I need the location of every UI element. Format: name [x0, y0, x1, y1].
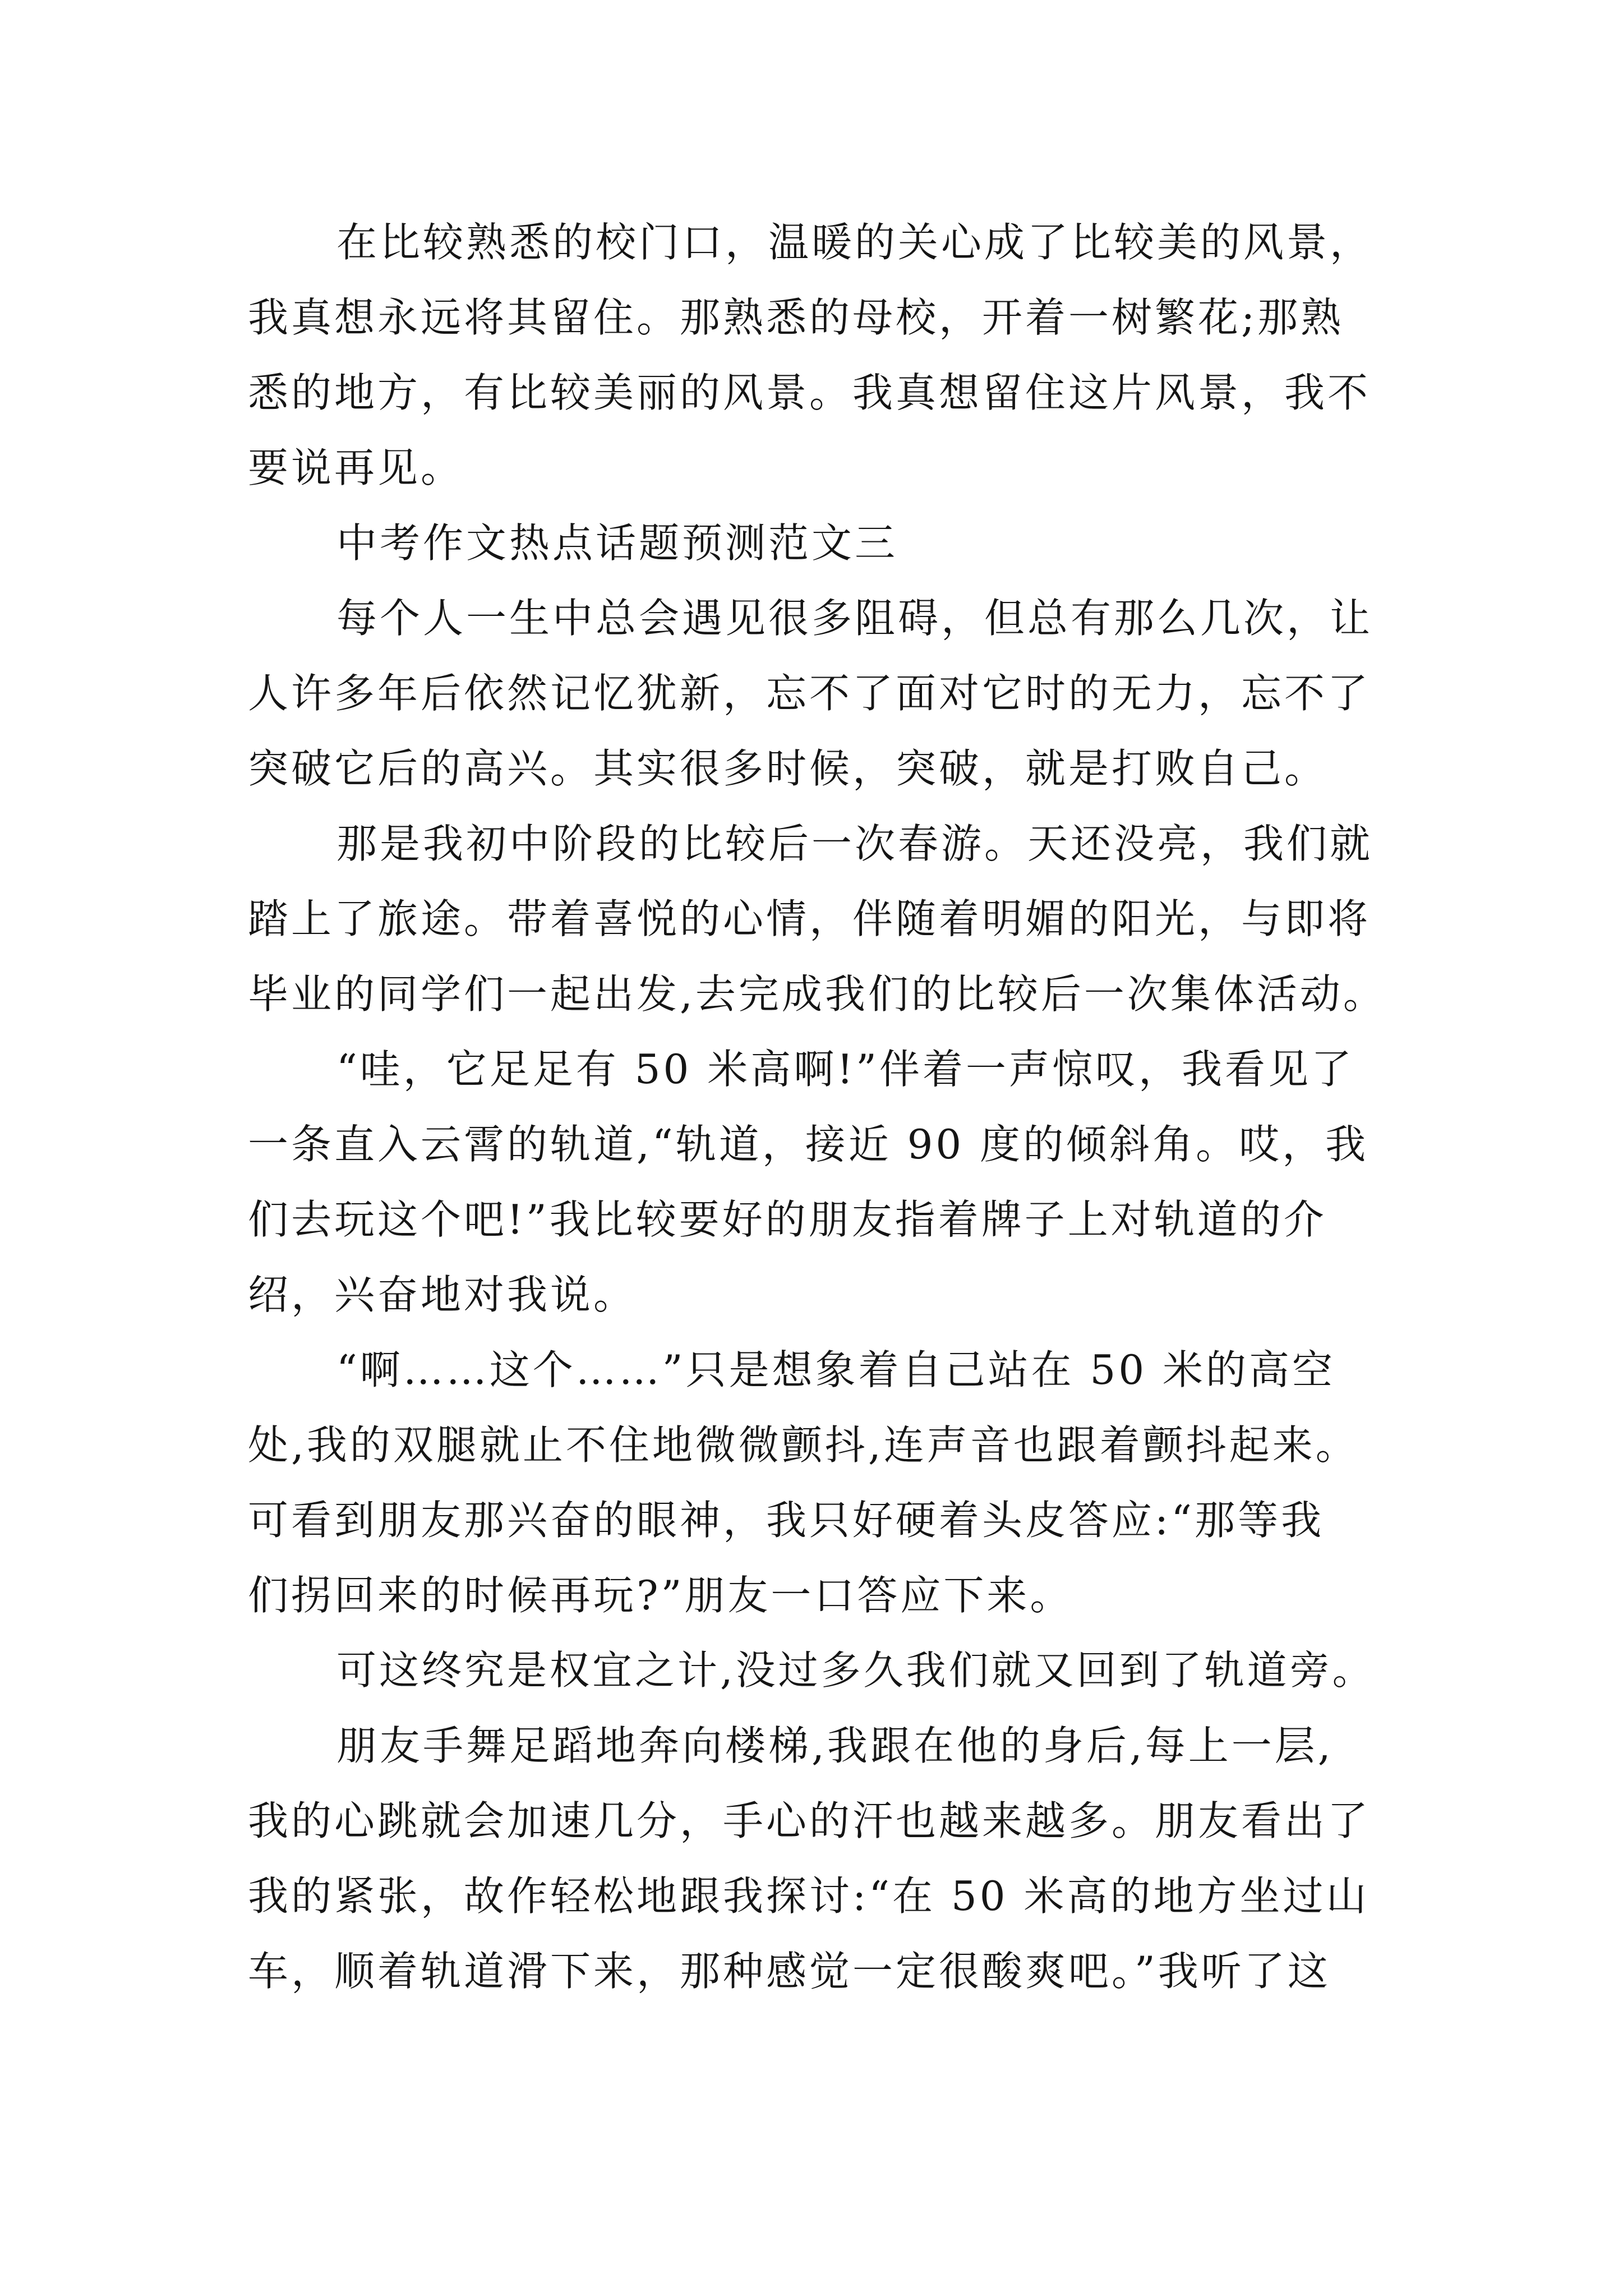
text-line: 我的紧张，故作轻松地跟我探讨:“在 50 米高的地方坐过山: [248, 1872, 1370, 1920]
text-line: 可这终究是权宜之计,没过多久我们就又回到了轨道旁。: [336, 1647, 1375, 1694]
text-line: 车，顺着轨道滑下来，那种感觉一定很酸爽吧。”我听了这: [248, 1948, 1331, 1995]
text-line: “啊……这个……”只是想象着自己站在 50 米的高空: [336, 1346, 1336, 1393]
text-line: 可看到朋友那兴奋的眼神，我只好硬着头皮答应:“那等我: [248, 1497, 1325, 1544]
text-line: 人许多年后依然记忆犹新，忘不了面对它时的无力，忘不了: [248, 670, 1371, 717]
text-line: 们去玩这个吧!”我比较要好的朋友指着牌子上对轨道的介: [248, 1196, 1327, 1243]
text-line: 我的心跳就会加速几分，手心的汗也越来越多。朋友看出了: [248, 1797, 1371, 1844]
text-line: 每个人一生中总会遇见很多阻碍，但总有那么几次，让: [336, 595, 1373, 642]
text-line: 在比较熟悉的校门口，温暖的关心成了比较美的风景，: [336, 219, 1373, 266]
text-line: 踏上了旅途。带着喜悦的心情，伴随着明媚的阳光，与即将: [248, 895, 1371, 942]
text-line: 一条直入云霄的轨道,“轨道，接近 90 度的倾斜角。哎，我: [248, 1121, 1369, 1168]
text-line: 我真想永远将其留住。那熟悉的母校，开着一树繁花;那熟: [248, 294, 1344, 341]
text-line: 们拐回来的时候再玩?”朋友一口答应下来。: [248, 1572, 1073, 1619]
text-line: 突破它后的高兴。其实很多时候，突破，就是打败自己。: [248, 745, 1328, 792]
text-line: 毕业的同学们一起出发,去完成我们的比较后一次集体活动。: [248, 970, 1386, 1018]
text-line: “哇，它足足有 50 米高啊!”伴着一声惊叹，我看见了: [336, 1046, 1354, 1093]
text-line: 那是我初中阶段的比较后一次春游。天还没亮，我们就: [336, 820, 1373, 867]
text-line: 朋友手舞足蹈地奔向楼梯,我跟在他的身后,每上一层,: [336, 1722, 1334, 1769]
text-line: 绍，兴奋地对我说。: [248, 1271, 637, 1318]
text-line: 处,我的双腿就止不住地微微颤抖,连声音也跟着颤抖起来。: [248, 1421, 1359, 1469]
section-heading: 中考作文热点话题预测范文三: [336, 519, 898, 567]
text-line: 悉的地方，有比较美丽的风景。我真想留住这片风景，我不: [248, 369, 1371, 416]
text-line: 要说再见。: [248, 444, 464, 491]
